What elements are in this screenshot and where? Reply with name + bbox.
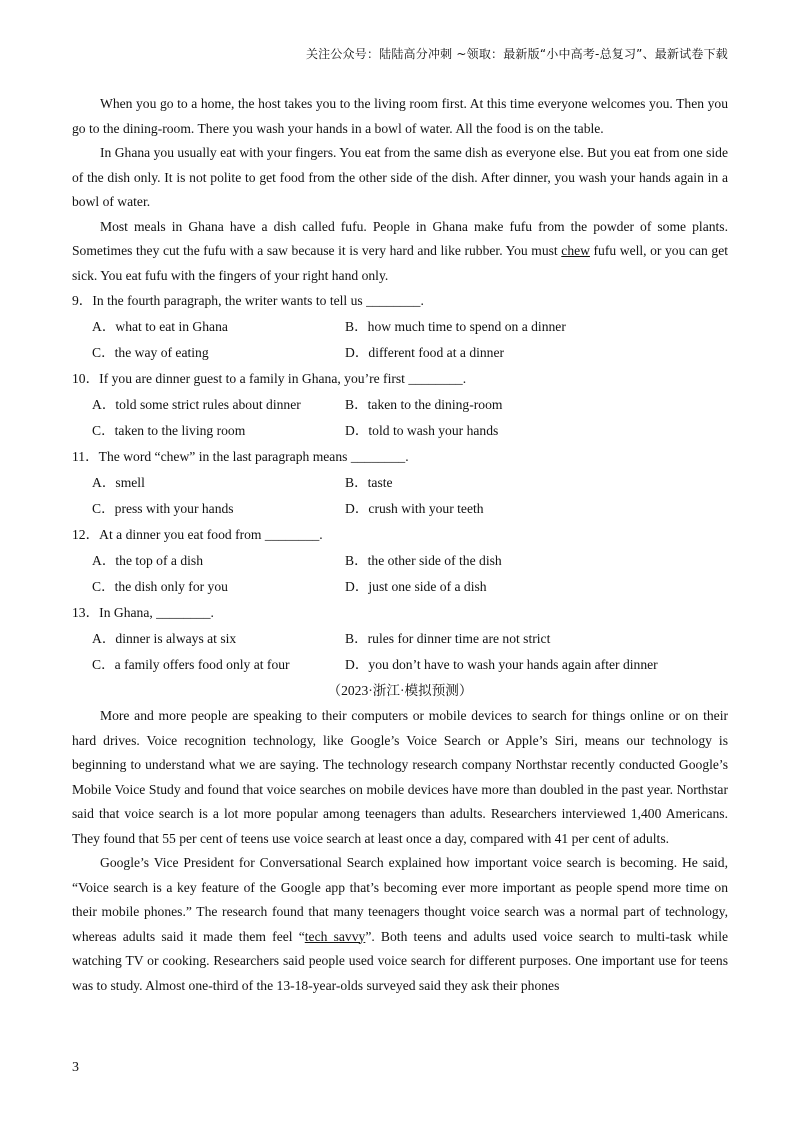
option-c[interactable]: C．the way of eating bbox=[92, 345, 209, 360]
passage1-paragraph-3 bbox=[72, 215, 728, 289]
option-a[interactable]: A．dinner is always at six bbox=[92, 631, 237, 646]
page-number: 3 bbox=[72, 1060, 79, 1075]
question-options bbox=[72, 314, 728, 366]
question-stem: 9．In the fourth paragraph, the writer wants to tell us ________. bbox=[72, 293, 424, 308]
underlined-word-chew: chew bbox=[561, 243, 590, 258]
passage1-paragraph-2: In Ghana you usually eat with your fingers. You eat from the same dish as everyone else. But you eat from one side of the dish only. It is not polite to get food from the other side of the dish. After dinner, you wash your hands again in a bowl of water. bbox=[72, 145, 728, 209]
question-11 bbox=[72, 444, 728, 522]
question-options bbox=[72, 626, 728, 678]
question-options bbox=[72, 548, 728, 600]
option-c[interactable]: C．taken to the living room bbox=[92, 423, 246, 438]
p2-text-after: ”. Both teens and adults used voice search to multi-task while watching TV or cooking. Researchers said people used voice search for different purposes. One important use for teens was to study. Almost one-third of the 13-18-year-olds surveyed said they ask their phones bbox=[72, 928, 729, 993]
question-options bbox=[72, 470, 728, 522]
question-stem: 11．The word “chew” in the last paragraph means ________. bbox=[72, 449, 409, 464]
question-options bbox=[72, 392, 728, 444]
option-b[interactable]: B．the other side of the dish bbox=[345, 553, 502, 568]
underlined-phrase-tech-savvy: tech savvy bbox=[304, 928, 366, 944]
question-stem: 12．At a dinner you eat food from ________. bbox=[72, 527, 323, 542]
question-10 bbox=[72, 366, 728, 444]
option-b[interactable]: B．taken to the dining-room bbox=[345, 397, 503, 412]
option-a[interactable]: A．what to eat in Ghana bbox=[92, 319, 228, 334]
option-a[interactable]: A．the top of a dish bbox=[92, 553, 204, 568]
option-a[interactable]: A．smell bbox=[92, 475, 145, 490]
p2-text-before: Google’s Vice President for Conversational Search explained how important voice search is becoming. He said, “Voice search is a key feature of the Google app that’s becoming ever more important as people spend more time on their mobile phones.” The research found that many teenagers thought voice search was a normal part of technology, whereas adults said it made them feel “ bbox=[72, 855, 728, 944]
option-b[interactable]: B．taste bbox=[345, 475, 393, 490]
p3-text-before: Most meals in Ghana have a dish called fufu. People in Ghana make fufu from the powder of some plants. Sometimes they cut the fufu with a saw because it is very hard and like rubber. You must bbox=[72, 218, 728, 258]
source-label: （2023·浙江·模拟预测） bbox=[327, 683, 473, 698]
option-d[interactable]: D．told to wash your hands bbox=[345, 423, 499, 438]
passage1-paragraph-1: When you go to a home, the host takes you to the living room first. At this time everyone welcomes you. Then you go to the dining-room. There you wash your hands in a bowl of water. All the food is on the table. bbox=[72, 96, 728, 136]
question-9 bbox=[72, 288, 728, 366]
option-c[interactable]: C．the dish only for you bbox=[92, 579, 228, 594]
question-stem: 10．If you are dinner guest to a family in Ghana, you’re first ________. bbox=[72, 371, 467, 386]
option-d[interactable]: D．crush with your teeth bbox=[345, 501, 484, 516]
document-body bbox=[72, 92, 728, 998]
option-b[interactable]: B．rules for dinner time are not strict bbox=[345, 631, 551, 646]
question-12 bbox=[72, 522, 728, 600]
option-d[interactable]: D．different food at a dinner bbox=[345, 345, 505, 360]
option-a[interactable]: A．told some strict rules about dinner bbox=[92, 397, 301, 412]
page-header: 关注公众号：陆陆高分冲刺 ~领取：最新版“小中高考-总复习”、最新试卷下载 bbox=[305, 47, 728, 61]
p3-text-after: fufu well, or you can get sick. You eat fufu with the fingers of your right hand only. bbox=[72, 243, 728, 283]
option-d[interactable]: D．just one side of a dish bbox=[345, 579, 487, 594]
option-c[interactable]: C．press with your hands bbox=[92, 501, 234, 516]
question-13 bbox=[72, 600, 728, 678]
question-stem: 13．In Ghana, ________. bbox=[72, 605, 214, 620]
passage2-paragraph-2 bbox=[72, 851, 728, 998]
option-b[interactable]: B．how much time to spend on a dinner bbox=[345, 319, 566, 334]
passage2-paragraph-1: More and more people are speaking to their computers or mobile devices to search for things online or on their hard drives. Voice recognition technology, like Google’s Voice Search or Apple’s Siri, means our technology is beginning to understand what we are saying. The technology research company Northstar recently conducted Google’s Mobile Voice Study and found that voice searches on mobile devices have more than doubled in the past year. Northstar said that voice search is a lot more popular among teenagers than adults. Researchers interviewed 1,400 Americans. They found that 55 per cent of teens use voice search at least once a day, compared with 41 per cent of adults. bbox=[72, 708, 728, 846]
option-c[interactable]: C．a family offers food only at four bbox=[92, 657, 290, 672]
option-d[interactable]: D．you don’t have to wash your hands again after dinner bbox=[345, 657, 658, 672]
